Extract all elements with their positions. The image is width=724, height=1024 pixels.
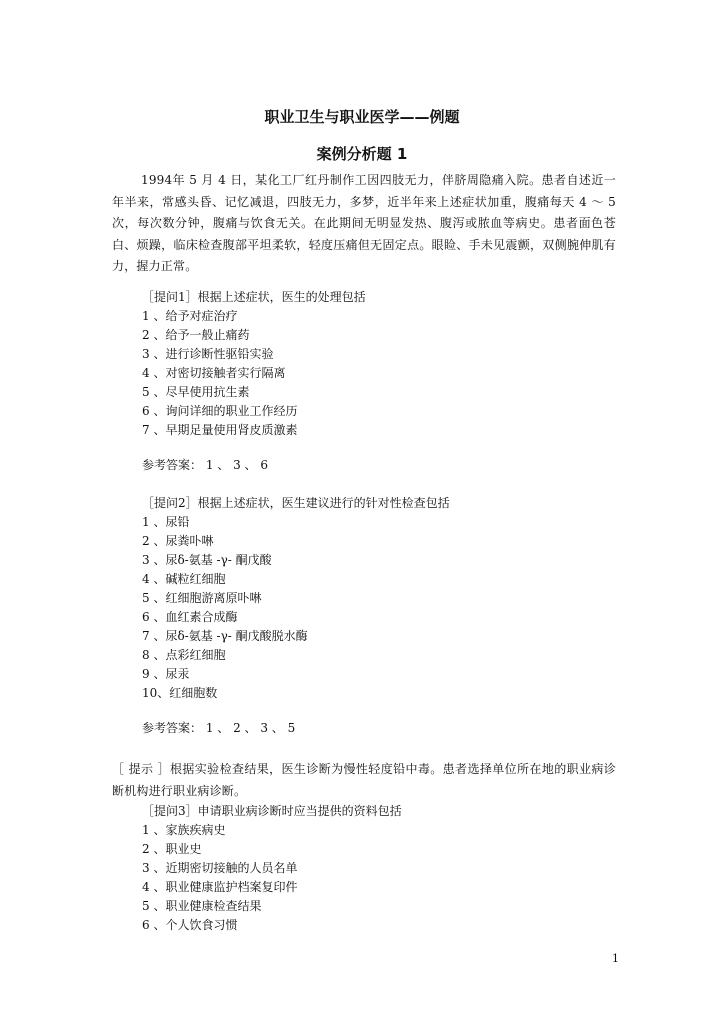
option-item: 9 、尿汞 xyxy=(142,667,190,681)
option-item: 4 、对密切接触者实行隔离 xyxy=(142,366,286,380)
option-item: 5 、职业健康检查结果 xyxy=(142,899,262,913)
question-prompt: ［提问1］根据上述症状，医生的处理包括 xyxy=(142,290,366,304)
reference-answer: 参考答案： 1 、 2 、 3 、 5 xyxy=(142,721,296,735)
option-item: 5 、红细胞游离原卟啉 xyxy=(142,591,262,605)
option-item: 6 、个人饮食习惯 xyxy=(142,918,238,932)
option-item: 5 、尽早使用抗生素 xyxy=(142,385,250,399)
case-description: 1994年 5 月 4 日，某化工厂红丹制作工因四肢无力，伴脐周隐痛入院。患者自述近一年半来，常感头昏、记忆减退，四肢无力，多梦，近半年来上述症状加重，腹痛每天 4 ～ 5 次，每次数分钟，腹痛与饮食无关。在此期间无明显发热、腹泻或脓血等病史。患者面色苍白、烦躁，临床检查腹部平坦柔软，轻度压痛但无固定点。眼睑、手未见震颤，双侧腕伸肌有力，握力正常。 xyxy=(112,173,616,273)
hint-paragraph: ［ 提示 ］根据实验检查结果，医生诊断为慢性轻度铅中毒。患者选择单位所在地的职业病诊断机构进行职业病诊断。 xyxy=(112,762,616,798)
option-item: 1 、家族疾病史 xyxy=(142,823,226,837)
option-item: 3 、尿δ-氨基 -γ- 酮戊酸 xyxy=(142,553,272,567)
option-item: 7 、早期足量使用肾皮质激素 xyxy=(142,423,298,437)
document-title: 职业卫生与职业医学——例题 xyxy=(264,108,460,126)
option-item: 10、红细胞数 xyxy=(142,686,218,700)
option-item: 1 、尿铅 xyxy=(142,515,190,529)
question-2 xyxy=(142,494,612,738)
option-item: 7 、尿δ-氨基 -γ- 酮戊酸脱水酶 xyxy=(142,629,308,643)
page-number: 1 xyxy=(612,952,619,965)
option-item: 3 、进行诊断性驱铅实验 xyxy=(142,347,274,361)
case-heading: 案例分析题 1 xyxy=(316,145,408,163)
option-item: 6 、血红素合成酶 xyxy=(142,610,238,624)
question-prompt: ［提问3］申请职业病诊断时应当提供的资料包括 xyxy=(142,804,402,818)
option-item: 1 、给予对症治疗 xyxy=(142,309,238,323)
question-3 xyxy=(142,802,612,935)
option-item: 4 、碱粒红细胞 xyxy=(142,572,226,586)
option-item: 2 、给予一般止痛药 xyxy=(142,328,250,342)
option-item: 6 、询问详细的职业工作经历 xyxy=(142,404,298,418)
option-item: 2 、职业史 xyxy=(142,842,202,856)
reference-answer: 参考答案： 1 、 3 、 6 xyxy=(142,458,268,472)
option-item: 2 、尿粪卟啉 xyxy=(142,534,214,548)
question-prompt: ［提问2］根据上述症状，医生建议进行的针对性检查包括 xyxy=(142,496,450,510)
option-item: 8 、点彩红细胞 xyxy=(142,648,226,662)
question-1 xyxy=(142,288,612,475)
option-item: 4 、职业健康监护档案复印件 xyxy=(142,880,298,894)
option-item: 3 、近期密切接触的人员名单 xyxy=(142,861,298,875)
